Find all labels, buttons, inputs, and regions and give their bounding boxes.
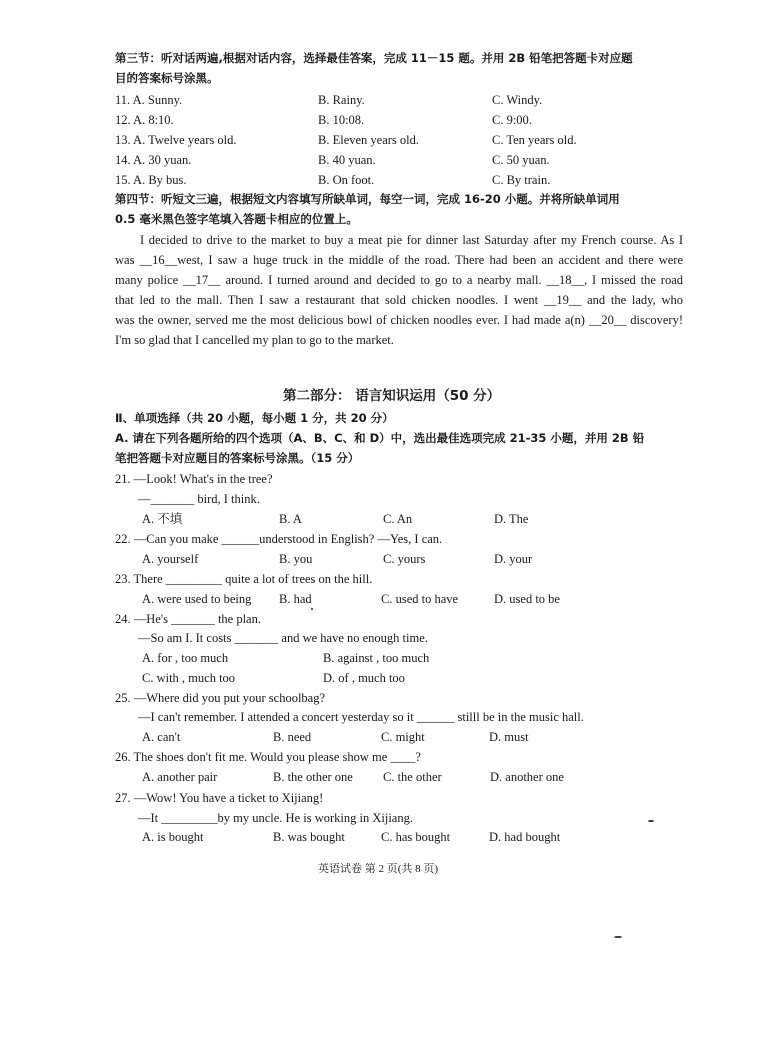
q24-stem: 24. —He's _______ the plan. [115, 612, 261, 626]
q14-option-c: C. 50 yuan. [492, 153, 550, 167]
passage-line: was __16__west, I saw a huge truck in the middle of the road. There had been an accident and there were [115, 253, 683, 267]
passage-line: that led to the mall. Then I saw a restaurant that sold chicken noodles. I went __19__ and the lady, who [115, 293, 683, 307]
part2-subtitle: Ⅱ、单项选择（共 20 小题，每小题 1 分，共 20 分） [115, 411, 394, 425]
passage-line: was the owner, served me the most delicious bowl of chicken noodles ever. I had made a(n) __20__ discovery! [115, 313, 683, 327]
q24-option-c: C. with , much too [142, 671, 236, 685]
q15-option-a: 15. A. By bus. [115, 173, 187, 187]
q21-option-c: C. An [383, 512, 413, 526]
q27-option-b: B. was bought [273, 830, 345, 844]
q23-option-a: A. were used to being [142, 592, 252, 606]
q12-option-c: C. 9:00. [492, 113, 532, 127]
q26-stem: 26. The shoes don't fit me. Would you please show me ____? [115, 750, 421, 764]
q26-option-c: C. the other [383, 770, 442, 784]
q25-option-b: B. need [273, 730, 312, 744]
q22-option-b: B. you [279, 552, 313, 566]
scan-speck [614, 936, 622, 938]
q21-reply: —_______ bird, I think. [138, 492, 260, 506]
q25-option-c: C. might [381, 730, 425, 744]
q25-option-d: D. must [489, 730, 529, 744]
q21-stem: 21. —Look! What's in the tree? [115, 472, 273, 486]
q12-option-a: 12. A. 8:10. [115, 113, 174, 127]
scan-speck [648, 820, 654, 822]
q25-reply: —I can't remember. I attended a concert yesterday so it ______ stilll be in the music hall. [138, 710, 584, 724]
q27-stem: 27. —Wow! You have a ticket to Xijiang! [115, 791, 324, 805]
q15-option-c: C. By train. [492, 173, 551, 187]
passage-line: I decided to drive to the market to buy a meat pie for dinner last Saturday after my French course. As I [140, 233, 683, 247]
q27-option-a: A. is bought [142, 830, 204, 844]
page-footer: 英语试卷 第 2 页(共 8 页) [318, 863, 439, 875]
q21-option-a: A. 不填 [142, 512, 183, 526]
q23-stem: 23. There _________ quite a lot of trees on the hill. [115, 572, 373, 586]
q24-reply: —So am I. It costs _______ and we have no enough time. [138, 631, 428, 645]
q11-option-c: C. Windy. [492, 93, 543, 107]
q21-option-d: D. The [494, 512, 529, 526]
passage-line: many police __17__ around. I turned around and decided to go to a nearby mall. __18__, I missed the road [115, 273, 683, 287]
q23-option-b: B. had [279, 592, 312, 606]
q24-option-a: A. for , too much [142, 651, 229, 665]
q25-option-a: A. can't [142, 730, 181, 744]
q26-option-a: A. another pair [142, 770, 218, 784]
section4-instruction-cont: 0.5 毫米黑色签字笔填入答题卡相应的位置上。 [115, 212, 358, 226]
q23-option-c: C. used to have [381, 592, 459, 606]
q14-option-b: B. 40 yuan. [318, 153, 376, 167]
q12-option-b: B. 10:08. [318, 113, 365, 127]
part2-instruction-cont: 笔把答题卡对应题目的答案标号涂黑。（15 分） [115, 451, 360, 465]
part2-instruction: A. 请在下列各题所给的四个选项（A、B、C、和 D）中，选出最佳选项完成 21-35 小题，并用 2B 铅 [115, 431, 645, 445]
q24-option-d: D. of , much too [323, 671, 405, 685]
q11-option-b: B. Rainy. [318, 93, 365, 107]
q27-option-c: C. has bought [381, 830, 451, 844]
q13-option-a: 13. A. Twelve years old. [115, 133, 237, 147]
q21-option-b: B. A [279, 512, 302, 526]
section3-instruction: 第三节：听对话两遍,根据对话内容，选择最佳答案，完成 11－15 题。并用 2B 铅笔把答题卡对应题 [115, 51, 633, 65]
q11-option-a: 11. A. Sunny. [115, 93, 183, 107]
scan-speck [311, 608, 313, 610]
q24-option-b: B. against , too much [323, 651, 430, 665]
q22-option-a: A. yourself [142, 552, 199, 566]
q22-option-c: C. yours [383, 552, 426, 566]
q26-option-d: D. another one [490, 770, 564, 784]
q22-option-d: D. your [494, 552, 533, 566]
section4-instruction: 第四节：听短文三遍，根据短文内容填写所缺单词，每空一词，完成 16-20 小题。并将所缺单词用 [115, 192, 620, 206]
q25-stem: 25. —Where did you put your schoolbag? [115, 691, 326, 705]
passage-line: I'm so glad that I cancelled my plan to go to the market. [115, 333, 394, 347]
q13-option-b: B. Eleven years old. [318, 133, 420, 147]
q27-option-d: D. had bought [489, 830, 561, 844]
q26-option-b: B. the other one [273, 770, 353, 784]
part2-title: 第二部分： 语言知识运用（50 分） [283, 388, 501, 404]
q14-option-a: 14. A. 30 yuan. [115, 153, 192, 167]
section3-instruction-cont: 目的答案标号涂黑。 [115, 71, 219, 85]
q13-option-c: C. Ten years old. [492, 133, 577, 147]
q23-option-d: D. used to be [494, 592, 560, 606]
q27-reply: —It _________by my uncle. He is working in Xijiang. [138, 811, 413, 825]
q22-stem: 22. —Can you make ______understood in English? —Yes, I can. [115, 532, 443, 546]
q15-option-b: B. On foot. [318, 173, 375, 187]
